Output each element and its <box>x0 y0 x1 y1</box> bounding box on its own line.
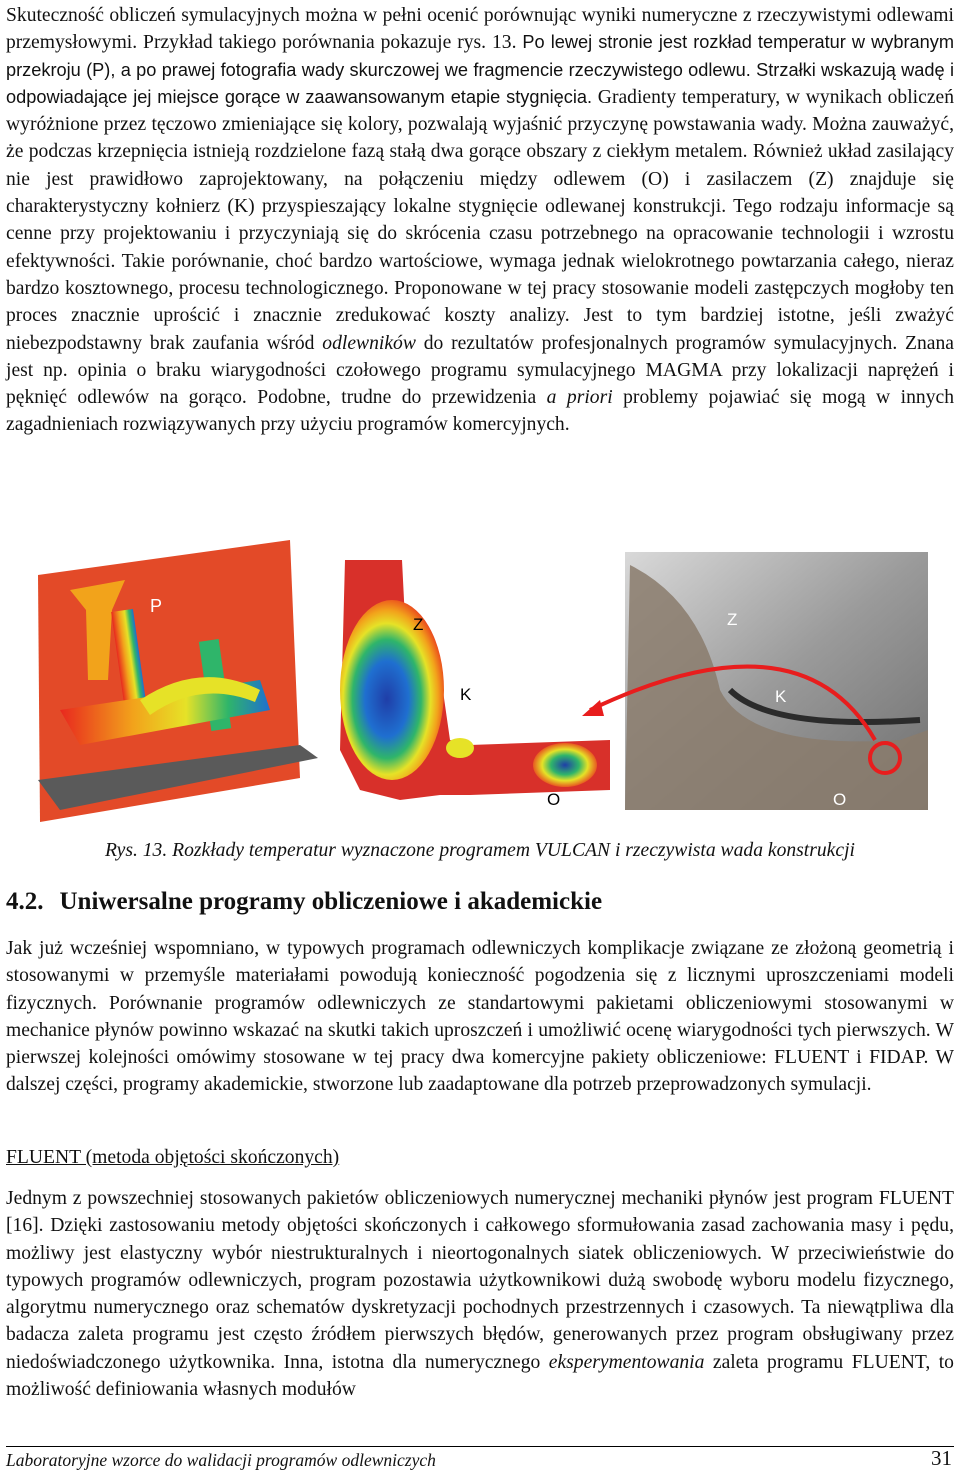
footer-title: Laboratoryjne wzorce do walidacji programów odlewniczych <box>6 1450 436 1470</box>
intro-sentence-2: Po lewej stronie jest rozkład temperatur w wybranym przekroju (P), a po prawej fotografia wady skurczowej we fragmencie rzeczywistego odlewu. Strzałki wskazują wadę i odpowiadające jej miejsce gorące w zaawansowanym etapie stygnięcia. <box>6 32 954 107</box>
label-o-photo: O <box>833 790 847 809</box>
defect-arrowhead <box>582 700 604 716</box>
figure-13 <box>0 540 960 830</box>
intro-italic-a-priori: a priori <box>546 387 613 409</box>
footer-rule <box>6 1446 954 1447</box>
section-title: Uniwersalne programy obliczeniowe i akademickie <box>59 888 603 915</box>
intro-paragraph <box>6 2 954 439</box>
fluent-italic: eksperymentowania <box>548 1351 705 1373</box>
section-number: 4.2. <box>6 888 44 915</box>
figure-13-graphic <box>0 540 960 830</box>
label-p: P <box>150 596 163 616</box>
intro-sentence-1: Skuteczność obliczeń symulacyjnych można w pełni ocenić porównując wyniki numeryczne z rzeczywistymi odlewami przemysłowymi. Przykład takiego porównania pokazuje rys. 13. <box>6 5 954 54</box>
fluent-sentence-1: Jednym z powszechniej stosowanych pakietów obliczeniowych numerycznej mechaniki płynów jest program FLUENT [16]. Dzięki zastosowaniu metody objętości skończonych i całkowego sformułowania zasad zachowania masy i pędu, możliwy jest elastyczny wybór niestrukturalnych i nieortogonalnych siatek obliczeniowych. W przeciwieństwie do typowych programów odlewniczych, program pozostawia użytkownikowi dużą swobodę wyboru modelu fizycznego, algorytmu numerycznego oraz schematów dyskretyzacji pochodnych przestrzennych i czasowych. Ta niewątpliwa dla badacza zaleta programu jest często źródłem pierwszych błędów, generowanych przez program obsługiwany przez niedoświadczonego użytkownika. Inna, istotna dla numerycznego <box>6 1188 954 1373</box>
intro-italic-odlewnikow: odlewników <box>322 332 416 354</box>
intro-sentence-3: Gradienty temperatury, w wynikach obliczeń wyróżnione przez tęczowo zmieniające się kolory, pozwalają wyjaśnić przyczynę powstawania wady. Można zauważyć, że podczas krzepnięcia istnieją rozdzielone fazą stałą dwa gorące obszary z ciekłym metalem. Również układ zasilający nie jest prawidłowo zaprojektowany, na połączeniu między odlewem (O) i zasilaczem (Z) znajduje się charakterystyczny kołnierz (K) przyspieszający lokalne stygnięcie odlewanej konstrukcji. Tego rodzaju informacje są cenne przy projektowaniu i przyczyniają się do skrócenia czasu potrzebnego na opracowanie technologii i wzrostu efektywności. Takie porównanie, choć bardzo wartościowe, wymaga jednak wielokrotnego powtarzania całego, nieraz bardzo kosztownego, procesu technologicznego. Proponowane w tej pracy stosowanie modeli zastępczych mogłoby ten proces znacznie uprościć i znacznie zredukować koszty analizy. Jest to tym bardziej istotne, jeśli zważyć niebezpodstawny brak zaufania wśród <box>6 86 955 354</box>
hot-spot-feeder <box>340 600 444 780</box>
temperature-section-view <box>38 540 318 822</box>
section-heading <box>6 888 602 916</box>
casting-photo <box>582 552 928 810</box>
collar-hot-area <box>446 738 474 758</box>
label-k-sim: K <box>460 685 472 704</box>
section-paragraph: Jak już wcześniej wspomniano, w typowych programach odlewniczych komplikacje związane ze złożoną geometrią i stosowanymi w przemyśle materiałami powodują konieczność pogodzenia się z licznymi uproszczeniami modeli fizycznych. Porównanie programów odlewniczych ze standartowymi pakietami obliczeniowymi stosowanymi w mechanice płynów powinno wskazać na skutki takich uproszczeń i umożliwić ocenę wiarygodności tych pierwszych. W pierwszej kolejności omówimy stosowane w tej pracy dwa komercyjne pakiety obliczeniowe: FLUENT i FIDAP. W dalszej części, programy akademickie, stworzone lub zaadaptowane dla potrzeb przeprowadzonych symulacji. <box>6 938 954 1096</box>
label-o-sim: O <box>547 790 561 809</box>
intro-sentence-5: problemy pojawiać się mogą w innych zagadnieniach rozwiązywanych przy użyciu programów komercyjnych. <box>6 387 954 436</box>
label-z-photo: Z <box>727 610 738 629</box>
page-number: 31 <box>931 1446 952 1470</box>
intro-sentence-4: do rezultatów profesjonalnych programów symulacyjnych. Znana jest np. opinia o braku wiarygodności czołowego programu symulacyjnego MAGMA przy lokalizacji naprężeń i pęknięć odlewów na gorąco. Podobne, trudne do przewidzenia <box>6 332 954 409</box>
figure-caption: Rys. 13. Rozkłady temperatur wyznaczone programem VULCAN i rzeczywista wada konstrukcji <box>105 840 855 861</box>
label-z-sim: Z <box>413 615 424 634</box>
simulation-cross-section <box>340 560 610 809</box>
subsection-heading: FLUENT (metoda objętości skończonych) <box>6 1147 340 1168</box>
fluent-sentence-2: zaleta programu FLUENT, to możliwość definiowania własnych modułów <box>6 1351 954 1401</box>
label-k-photo: K <box>775 687 787 706</box>
hot-spot-casting <box>533 743 597 787</box>
fluent-paragraph <box>6 1185 954 1403</box>
